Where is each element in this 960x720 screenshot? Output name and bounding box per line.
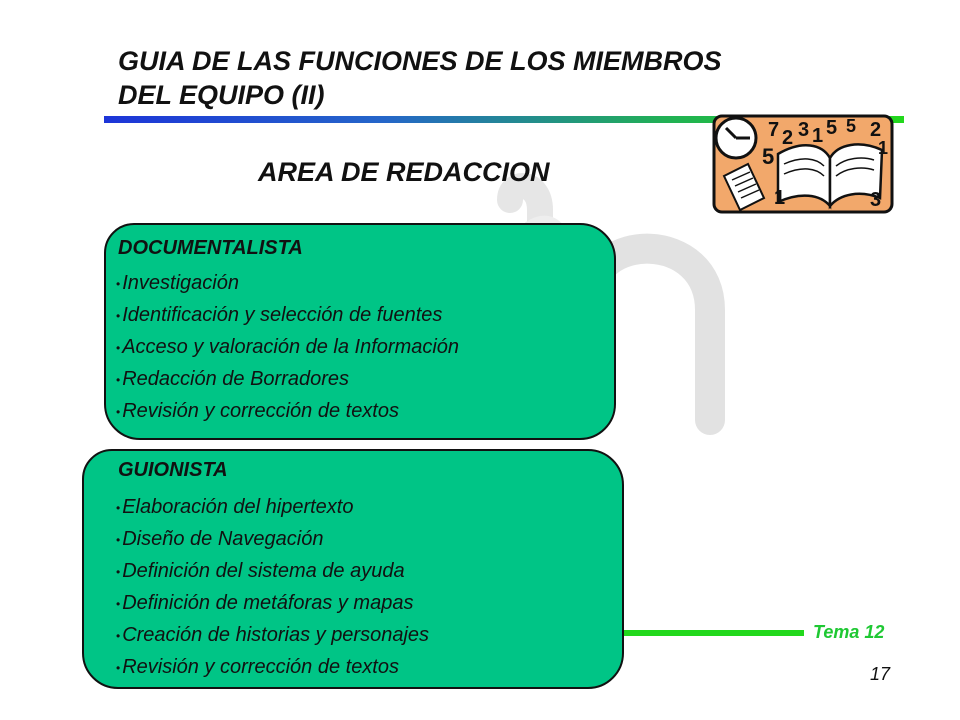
bullet-icon: • [116,500,121,515]
list-item-label: Acceso y valoración de la Información [122,336,460,358]
list-item [116,523,429,555]
clipart-number: 1 [774,187,786,209]
list-item-label: Definición de metáforas y mapas [122,592,414,614]
list-item-label: Elaboración del hipertexto [122,496,354,518]
list-item-label: Redacción de Borradores [122,368,349,390]
list-item [116,491,429,523]
bullet-icon: • [116,628,121,643]
role-task-list [116,491,429,683]
list-item [116,587,429,619]
clipart-number: 3 [798,119,810,141]
slide-title-line-2: DEL EQUIPO (II) [118,80,325,110]
footer-rule [624,630,804,636]
bullet-icon: • [116,276,121,291]
role-task-list [116,267,459,427]
list-item-label: Investigación [122,272,239,294]
clipart-number: 7 [768,119,780,141]
bullet-icon: • [116,308,121,323]
clock-book-clipart-icon [712,114,894,214]
list-item [116,267,459,299]
list-item-label: Revisión y corrección de textos [122,400,399,422]
documentalista-card [104,223,616,440]
list-item-label: Definición del sistema de ayuda [122,560,405,582]
list-item [116,395,459,427]
bullet-icon: • [116,404,121,419]
list-item-label: Creación de historias y personajes [122,624,430,646]
page-number: 17 [870,664,891,684]
bullet-icon: • [116,340,121,355]
list-item [116,651,429,683]
bullet-icon: • [116,596,121,611]
list-item [116,331,459,363]
clipart-number: 2 [870,119,882,141]
clipart-number: 2 [782,127,794,149]
bullet-icon: • [116,660,121,675]
guionista-card [82,449,624,689]
list-item-label: Diseño de Navegación [122,528,324,550]
bullet-icon: • [116,372,121,387]
slide-title-line-1: GUIA DE LAS FUNCIONES DE LOS MIEMBROS [118,46,722,76]
list-item [116,555,429,587]
list-item [116,619,429,651]
bullet-icon: • [116,564,121,579]
list-item-label: Identificación y selección de fuentes [122,304,443,326]
bullet-icon: • [116,532,121,547]
clipart-number: 1 [878,138,889,158]
clipart-number: 3 [870,189,882,211]
list-item [116,363,459,395]
clipart-number: 5 [826,117,838,139]
card-heading: DOCUMENTALISTA [118,237,303,259]
section-title: AREA DE REDACCION [258,157,550,187]
list-item [116,299,459,331]
slide-title [118,44,838,112]
clipart-number: 5 [762,144,775,169]
clipart-number: 1 [812,125,824,147]
list-item-label: Revisión y corrección de textos [122,656,399,678]
clipart-number: 5 [846,116,857,136]
card-heading: GUIONISTA [118,459,228,481]
footer-topic-label: Tema 12 [813,622,885,642]
